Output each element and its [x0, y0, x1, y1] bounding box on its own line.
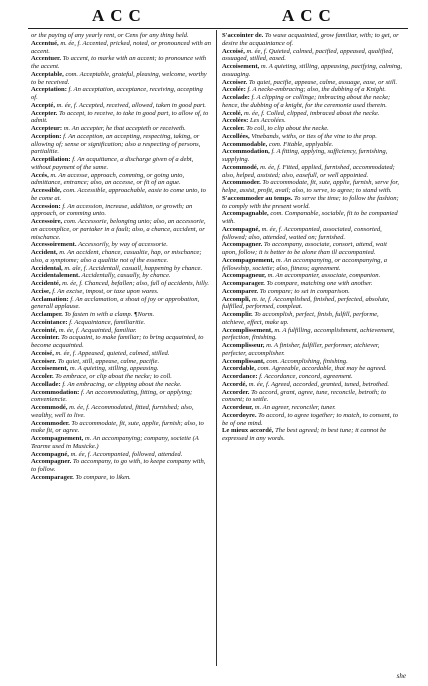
entry-headword: S'accointer de. [222, 32, 264, 39]
dictionary-entry [31, 327, 211, 335]
entry-headword: Accommodation, [222, 148, 270, 156]
entry-headword: Accointé, [31, 326, 58, 334]
dictionary-entry [222, 110, 402, 118]
dictionary-entry [31, 40, 211, 56]
entry-headword: Accommodable, [222, 140, 268, 148]
catchword: she [396, 672, 406, 680]
entry-headword: Accolade: [222, 94, 250, 101]
entry-definition: m. ée, f. Accepted, received, allowed, taken in good part. [56, 101, 207, 109]
entry-headword: Accompagneur, [222, 272, 266, 280]
entry-definition: To accept, to receive, to take in good part, to allow of, to admit. [31, 109, 209, 125]
entry-definition: f. Accordance, concord, agreement. [259, 373, 353, 380]
entry-definition: f. A fitting, applying, sufficiency, furnishing, supplying. [222, 148, 388, 163]
entry-headword: Accommodation: [31, 388, 80, 396]
entry-definition: To quiet, pacifie, appease, calme, assuage, ease, or still. [248, 78, 398, 86]
entry-headword: Accomplissement, [222, 326, 273, 334]
entry-headword: Accollées, [222, 132, 250, 140]
dictionary-entry [31, 102, 211, 110]
entry-definition: or the paying of any yearly rent, or Cens for any thing held. [31, 32, 189, 39]
dictionary-entry [222, 373, 402, 381]
entry-headword: Accoler. [222, 125, 245, 132]
entry-definition: m. An accompanier, associate, companion. [267, 272, 381, 280]
entry-headword: Acclamper. [31, 311, 63, 318]
entry-definition: m. ie, f. Accomplished, finished, perfected, absolute, fulfilled, performed, compleat. [222, 295, 390, 311]
entry-headword: Accepteur: [31, 125, 63, 132]
entry-headword: Accompagné, [31, 450, 69, 458]
entry-headword: Accomplir. [222, 311, 253, 318]
entry-definition: f. A necke-embracing; also, the dubbing of a Knight. [247, 86, 386, 94]
entry-definition: To compare, to liken. [75, 473, 131, 481]
entry-headword: Accoiser. [31, 357, 57, 365]
entry-definition: m. ée, f. Quieted, calmed, pacified, appeased, qualified, assuaged, stilled, eased. [222, 47, 394, 63]
entry-definition: To accord, grant, agree, tune, reconcile, betroth; to consent; to settle. [222, 388, 387, 404]
dictionary-entry [31, 32, 211, 40]
dictionary-entry [222, 288, 402, 296]
dictionary-entry [31, 404, 211, 420]
entry-definition: To accent, to marke with an accent; to pronounce with the accent. [31, 55, 207, 70]
entry-headword: Accommodé, [31, 404, 68, 411]
entry-headword: S'accommoder au temps. [222, 194, 293, 202]
entry-definition: To accompany, to go with, to keepe company with, to follow. [31, 458, 206, 473]
entry-definition: To compare, matching one with another. [266, 280, 373, 287]
entry-headword: Accorder. [222, 388, 250, 396]
dictionary-entry [222, 195, 402, 211]
entry-headword: Accompagné, [222, 225, 260, 233]
entry-definition: m. ée, f. Accented, pricked, noted, or pronounced with an accent. [31, 39, 211, 55]
dictionary-entry [222, 327, 402, 343]
dictionary-entry [222, 412, 402, 428]
entry-definition: f. An accommodating, fitting, or applying; conveniencie. [31, 388, 193, 404]
entry-definition: To compare; to set in comparison. [259, 287, 350, 295]
dictionary-entry [31, 420, 211, 436]
entry-definition: To accommodate, fit, sute, applie, furnish, serve for, helpe, assist, profit, avail; also, to serve, to agree; to stand with. [222, 179, 399, 194]
entry-definition: m. A quieting, stilling, appeasing, pacifying, calming, assuaging. [222, 63, 402, 78]
dictionary-entry [31, 435, 211, 451]
entry-headword: Accordeur, [222, 404, 254, 411]
entry-definition: f. An acceptation, acceptance, receiving, accepting of. [31, 86, 203, 101]
entry-headword: Accepté, [31, 101, 55, 109]
entry-headword: Accomplisseur, [222, 342, 265, 349]
entry-definition: m. An accepter, he that accepteth or receiveth. [63, 125, 186, 132]
entry-headword: Accordé, [222, 380, 248, 388]
entry-definition: m. ale, f. Accidentall, casuall, happening by chance. [64, 264, 203, 272]
entry-definition: m. ée, f. Fitted, applied, furnished, accommodated; also, helped, assisted; also, easefull, or well appointed. [222, 163, 395, 179]
dictionary-entry [31, 265, 211, 273]
entry-headword: Accomparager. [31, 473, 74, 481]
entry-headword: Accompagnement, [31, 435, 84, 442]
right-column [222, 32, 402, 668]
entry-headword: Accoisement, [222, 63, 260, 70]
dictionary-entry [222, 389, 402, 405]
dictionary-entry [31, 288, 211, 296]
entry-headword: Accolé, [222, 109, 243, 117]
entry-headword: Accollade: [31, 380, 61, 388]
running-head-right: ACC [282, 6, 337, 25]
entry-definition: f. An excise, impost, or taxe upon wares. [52, 287, 159, 295]
dictionary-entry [31, 451, 211, 459]
dictionary-entry [222, 179, 402, 195]
dictionary-entry [31, 125, 211, 133]
entry-headword: Accoisement, [31, 365, 69, 373]
dictionary-entry [222, 125, 402, 133]
entry-definition: To quiet, still, appease, calme, pacifie. [57, 357, 160, 365]
entry-definition: The best agreed; in best tune; it cannot be expressed in any words. [222, 427, 387, 442]
entry-definition: Les Accolées. [250, 117, 286, 125]
dictionary-entry [31, 110, 211, 126]
dictionary-entry [222, 257, 402, 273]
dictionary-entry [31, 187, 211, 203]
dictionary-entry [31, 280, 211, 288]
entry-headword: Accession: [31, 202, 61, 210]
entry-definition: m. ée, f. Accommodated, fitted, furnished; also, wealthy, well to live. [31, 404, 194, 419]
entry-headword: Acceptilation: [31, 156, 71, 163]
dictionary-entry [31, 381, 211, 389]
entry-headword: Accordance: [222, 373, 258, 380]
dictionary-entry [31, 365, 211, 373]
entry-definition: Vinebands, withs, or ties of the vine to the prop. [251, 132, 377, 140]
entry-definition: com. Companable, sociable, fit to be companied with. [222, 210, 398, 225]
dictionary-entry [222, 272, 402, 280]
dictionary-entry [31, 218, 211, 241]
entry-headword: Accentué, [31, 39, 59, 47]
entry-headword: Accommoder. [222, 179, 261, 187]
entry-headword: Accompagnement, [222, 256, 275, 264]
entry-headword: Accentuer. [31, 55, 61, 63]
dictionary-entry [31, 296, 211, 312]
dictionary-entry [31, 241, 211, 249]
entry-headword: Accommoder. [31, 419, 70, 427]
entry-definition: m. ée, f. Accompanied, associated, consorted, followed; also, attended, waited on; furnished. [222, 225, 382, 241]
entry-headword: Accise, [31, 287, 51, 295]
dictionary-entry [222, 296, 402, 312]
dictionary-entry [222, 210, 402, 226]
dictionary-entry [31, 272, 211, 280]
entry-definition: To embrace, or clip about the necke; to coll. [55, 373, 172, 380]
dictionary-entry [31, 86, 211, 102]
page-header [0, 6, 428, 28]
dictionary-entry [222, 427, 402, 443]
entry-headword: Accidentalement. [31, 272, 80, 280]
entry-headword: Accolées: [222, 117, 249, 125]
entry-headword: Accessoirement. [31, 241, 77, 249]
dictionary-entry [31, 55, 211, 71]
entry-headword: Accointer. [31, 334, 60, 342]
entry-definition: m. An accompanying, or accompanying, a fellowship, societie; also, fitness; agreement. [222, 256, 388, 272]
dictionary-entry [222, 358, 402, 366]
entry-headword: Accessible, [31, 187, 62, 194]
entry-definition: To serve the time; to follow the fashion; to comply with the present world. [222, 194, 399, 210]
entry-definition: m. An accesse, approach, comming, or going unto, admittance, entrance; also, an accesse, or fit of an ague. [31, 171, 185, 187]
entry-headword: Accoler. [31, 373, 54, 380]
entry-definition: f. Acquaintance, familiaritie. [69, 318, 146, 326]
dictionary-entry [31, 172, 211, 188]
dictionary-entry [31, 156, 211, 172]
entry-headword: Acception: [31, 132, 62, 140]
entry-definition: m. ée, f. Chanced, befallen; also, full of accidents, hilly. [62, 280, 210, 287]
dictionary-entry [31, 334, 211, 350]
dictionary-entry [31, 311, 211, 319]
running-head-left: ACC [92, 6, 147, 25]
dictionary-entry [222, 94, 402, 110]
entry-headword: Accompagnable, [222, 210, 269, 218]
dictionary-entry [31, 319, 211, 327]
entry-definition: To acquaint, to make familiar; to bring acquainted, to become acquainted. [31, 334, 204, 349]
entry-definition: f. An acception, an accepting, respecting, taking, or allowing of; sense or signification; also a respecting of persons, partialitie. [31, 132, 201, 156]
entry-headword: Accoisé, [222, 47, 245, 55]
entry-headword: Le mieux accordé, [222, 427, 274, 435]
entry-headword: Accointance: [31, 318, 68, 326]
entry-headword: Accordoyre. [222, 411, 257, 419]
entry-definition: m. A quieting, stilling, appeasing. [69, 365, 159, 373]
entry-definition: com. Agreeable, accordable, that may be agreed. [257, 365, 387, 373]
entry-headword: Acceptation: [31, 86, 67, 94]
dictionary-entry [222, 148, 402, 164]
dictionary-entry [222, 311, 402, 327]
dictionary-entry [31, 389, 211, 405]
entry-headword: Accidenté, [31, 280, 61, 287]
dictionary-entry [222, 133, 402, 141]
entry-definition: m. ée, f. Colled, clipped, imbraced about the necke. [243, 109, 380, 117]
dictionary-entry [222, 164, 402, 180]
dictionary-entry [222, 86, 402, 94]
dictionary-entry [222, 32, 402, 48]
entry-definition: com. Accessorie, belonging unto; also, an accessorie, an accomplice, or partaker in a fault; also, a chance, accident, or mischance. [31, 218, 206, 241]
dictionary-entry [222, 342, 402, 358]
entry-headword: Accomplissant, [222, 357, 265, 365]
entry-definition: m. An accident, chance, casualtie, hap, or mischance; also, a symptome; also a qualitie not of the essence. [31, 249, 202, 264]
dictionary-entry [222, 117, 402, 125]
entry-definition: To accommodate, fit, sute, applie, furnish; also, to make fit, or agree. [31, 419, 204, 435]
entry-headword: Acclamation: [31, 295, 69, 303]
dictionary-entry [31, 133, 211, 156]
entry-headword: Accoisé, [31, 349, 54, 357]
column-divider [216, 30, 217, 666]
entry-definition: f. A clipping or collinge; imbracing about the necke; hence, the dubbing of a knight, for the ceremonie used therein. [222, 94, 391, 109]
dictionary-entry [31, 249, 211, 265]
entry-definition: com. Acceptable, grateful, pleasing, welcome, worthy to be received. [31, 70, 207, 86]
entry-headword: Accomparager. [222, 280, 265, 287]
entry-definition: f. An accession, increase, addition, or growth; an approach, or comming unto. [31, 202, 193, 218]
entry-headword: Accolée: [222, 86, 246, 94]
entry-definition: m. ée, f. Acquainted, familiar. [58, 326, 137, 334]
entry-headword: Accompagner. [222, 241, 263, 249]
entry-definition: To coll, to clip about the necke. [246, 125, 329, 132]
dictionary-entry [222, 365, 402, 373]
dictionary-entry [222, 141, 402, 149]
dictionary-entry [222, 79, 402, 87]
entry-headword: Accepter. [31, 109, 58, 117]
dictionary-entry [31, 474, 211, 482]
entry-headword: Accessoire, [31, 218, 63, 225]
dictionary-entry [222, 241, 402, 257]
entry-definition: f. An acquittance, a discharge given of a debt, without payment of the same. [31, 156, 194, 171]
dictionary-entry [222, 404, 402, 412]
entry-definition: com. Accomplishing, finishing. [266, 357, 348, 365]
entry-headword: Accompli, [222, 295, 251, 303]
entry-headword: Accident, [31, 249, 58, 256]
dictionary-entry [31, 373, 211, 381]
entry-definition: m. An agreer, reconciler, tuner. [254, 404, 336, 411]
dictionary-entry [222, 48, 402, 64]
entry-headword: Accordable, [222, 365, 256, 373]
entry-definition: m. ée, f. Accompanied, followed, attended. [70, 450, 183, 458]
entry-definition: f. An embracing, or clipping about the necke. [62, 380, 182, 388]
entry-definition: Accidentally, casually, by chance. [81, 272, 171, 280]
entry-headword: Accoiser. [222, 78, 248, 86]
dictionary-entry [31, 71, 211, 87]
entry-definition: m. ée, f. Appeased, quieted, calmed, stilled. [55, 349, 170, 357]
entry-definition: To accord, to agree together; to match, to consent, to be of one mind. [222, 411, 399, 427]
dictionary-entry [222, 381, 402, 389]
left-column [31, 32, 211, 668]
dictionary-entry [31, 458, 211, 474]
dictionary-entry [31, 358, 211, 366]
entry-headword: Accompagner. [31, 458, 72, 466]
entry-definition: m. A finisher, fulfiller, performer, atchiever, perfecter, accomplisher. [222, 342, 380, 357]
dictionary-entry [31, 203, 211, 219]
entry-definition: To accompany, associate, consort, attend, wait upon, follow; it is better to be alone than ill accompanied. [222, 241, 387, 256]
entry-definition: To waxe acquainted, grow familiar, with; to get, or desire the acquaintance of. [222, 32, 399, 47]
entry-definition: m. An accompanying; company, societie (A Tearme used in Musicke.) [31, 435, 199, 450]
dictionary-entry [222, 280, 402, 288]
entry-definition: f. An acclamation, a shout of joy or approbation, generall applause. [31, 295, 200, 311]
entry-definition: To fasten in with a clamp. ¶Norm. [64, 311, 155, 318]
entry-headword: Accomparer. [222, 287, 259, 295]
entry-definition: com. Fitable, applyable. [268, 140, 334, 148]
entry-headword: Accidental, [31, 264, 63, 272]
entry-headword: Acceptable, [31, 70, 64, 78]
entry-headword: Accés, [31, 171, 49, 179]
entry-headword: Accommodé, [222, 163, 259, 171]
entry-definition: To accomplish, perfect, finish, fulfill, performe, atchieve, effect, make up. [222, 311, 379, 326]
entry-definition: com. Accessible, approachable, easie to come unto, to be come at. [31, 187, 206, 202]
header-rule [28, 28, 408, 29]
entry-definition: m. A fulfilling, accomplishment, achievement, perfection, finishing. [222, 326, 395, 342]
entry-definition: Accessorily, by way of accessorie. [78, 241, 168, 249]
entry-definition: m. ée, f. Agreed, accorded, granted, tuned, betrothed. [248, 380, 390, 388]
dictionary-entry [222, 63, 402, 79]
dictionary-entry [31, 350, 211, 358]
dictionary-entry [222, 226, 402, 242]
